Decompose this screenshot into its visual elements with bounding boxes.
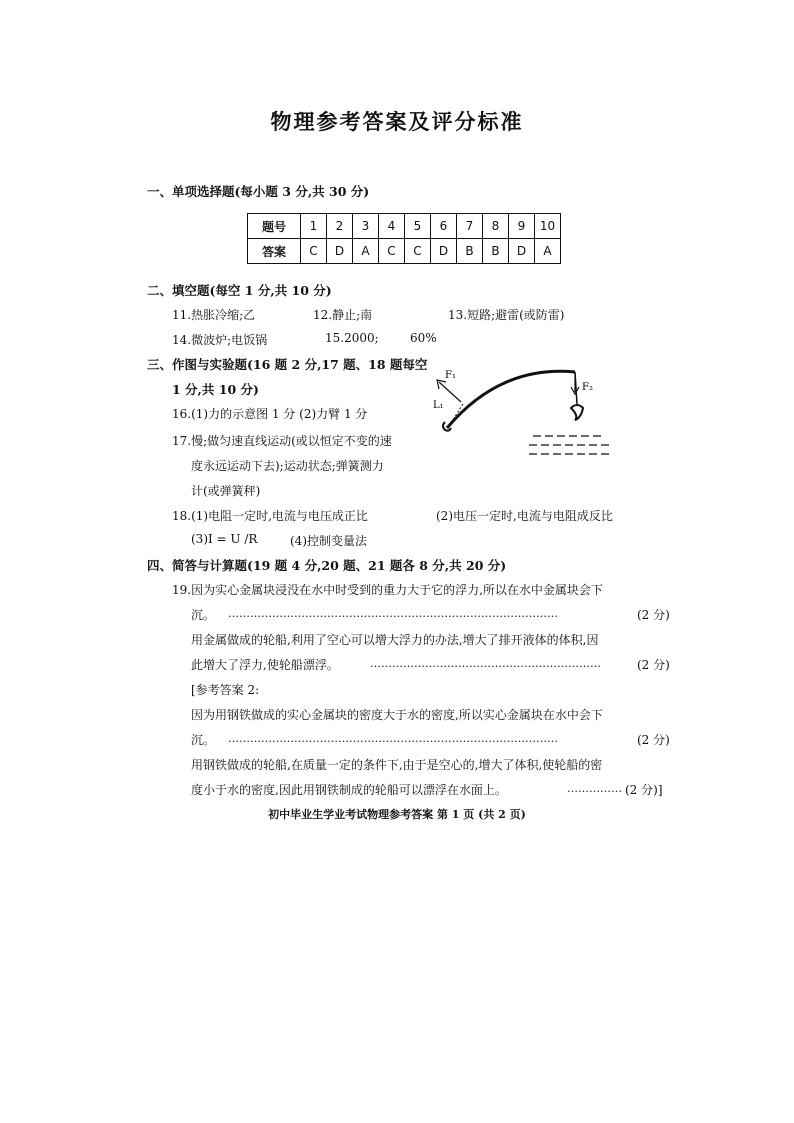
leader-dots: ……………………………………………………………………………… <box>228 607 558 620</box>
table-cell: D <box>509 239 535 264</box>
answer-q14: 14.微波炉;电饭锅 <box>172 333 268 347</box>
table-cell: D <box>431 239 457 264</box>
score: (2 分) <box>637 608 670 622</box>
answer-q17-line2: 度永远运动下去);运动状态;弹簧测力 <box>191 459 384 473</box>
table-cell: A <box>535 239 561 264</box>
table-cell: 1 <box>301 214 327 239</box>
leader-dots: …………… <box>567 782 622 795</box>
section2-heading: 二、填空题(每空 1 分,共 10 分) <box>147 283 332 298</box>
reference-answer-2-line4: 度小于水的密度,因此用钢铁制成的轮船可以漂浮在水面上。 <box>191 783 507 797</box>
table-cell: B <box>457 239 483 264</box>
answer-q12: 12.静止;南 <box>313 308 373 322</box>
table-cell: 8 <box>483 214 509 239</box>
fish-icon <box>571 405 583 420</box>
answer-q15: 15.2000; <box>325 331 379 345</box>
reference-answer-2-line2: 沉。 <box>191 733 216 747</box>
answer-q11: 11.热胀冷缩;乙 <box>172 308 256 322</box>
answer-q19-line2: 沉。 <box>191 608 216 622</box>
section4-heading: 四、简答与计算题(19 题 4 分,20 题、21 题各 8 分,共 20 分) <box>147 558 507 573</box>
answer-q16: 16.(1)力的示意图 1 分 (2)力臂 1 分 <box>172 407 368 421</box>
answer-table <box>247 213 561 264</box>
leader-dots: ……………………………………………………… <box>370 657 601 670</box>
answer-q17-line3: 计(或弹簧秤) <box>191 484 261 498</box>
answer-q19-line3: 用金属做成的轮船,利用了空心可以增大浮力的办法,增大了排开液体的体积,因 <box>191 633 599 647</box>
score: (2 分) <box>637 658 670 672</box>
table-row <box>248 239 561 264</box>
leader-dots: ……………………………………………………………………………… <box>228 732 558 745</box>
table-cell: C <box>301 239 327 264</box>
answer-q19-line4: 此增大了浮力,使轮船漂浮。 <box>191 658 339 672</box>
table-cell: 9 <box>509 214 535 239</box>
answer-q17-line1: 17.慢;做匀速直线运动(或以恒定不变的速 <box>172 434 392 448</box>
f2-label: F₂ <box>582 382 593 393</box>
table-cell: 4 <box>379 214 405 239</box>
f1-label: F₁ <box>445 370 456 381</box>
reference-answer-2-line1: 因为用钢铁做成的实心金属块的密度大于水的密度,所以实心金属块在水中会下 <box>191 708 603 722</box>
answer-q13: 13.短路;避雷(或防雷) <box>448 308 565 322</box>
table-cell: C <box>379 239 405 264</box>
score: (2 分)] <box>625 783 663 797</box>
table-row <box>248 214 561 239</box>
table-cell: C <box>405 239 431 264</box>
table-cell: B <box>483 239 509 264</box>
table-cell: 7 <box>457 214 483 239</box>
page-footer: 初中毕业生学业考试物理参考答案 第 1 页 (共 2 页) <box>268 808 526 821</box>
table-cell: 10 <box>535 214 561 239</box>
section1-heading: 一、单项选择题(每小题 3 分,共 30 分) <box>147 184 370 199</box>
f1-arrow <box>439 382 461 402</box>
table-cell: 3 <box>353 214 379 239</box>
l1-label: L₁ <box>433 400 444 411</box>
score: (2 分) <box>637 733 670 747</box>
answer-q18-part2: (2)电压一定时,电流与电阻成反比 <box>436 509 613 523</box>
reference-answer-2-label: [参考答案 2: <box>191 683 260 697</box>
answer-q18-part1: 18.(1)电阻一定时,电流与电压成正比 <box>172 509 368 523</box>
reference-answer-2-line3: 用钢铁做成的轮船,在质量一定的条件下,由于是空心的,增大了体积,使轮船的密 <box>191 758 603 772</box>
table-cell: 5 <box>405 214 431 239</box>
table-cell: A <box>353 239 379 264</box>
lever-diagram <box>425 360 625 470</box>
answer-q15-efficiency: 60% <box>410 331 437 345</box>
answer-q19-line1: 19.因为实心金属块浸没在水中时受到的重力大于它的浮力,所以在水中金属块会下 <box>172 583 603 597</box>
table-cell: D <box>327 239 353 264</box>
section3-heading: 三、作图与实验题(16 题 2 分,17 题、18 题每空 <box>147 357 428 372</box>
lever-rod <box>447 371 575 428</box>
table-cell: 6 <box>431 214 457 239</box>
answer-q18-part4: (4)控制变量法 <box>290 534 367 548</box>
table-row-label: 题号 <box>248 214 301 239</box>
table-row-label: 答案 <box>248 239 301 264</box>
answer-q18-part3: (3)I = U /R <box>191 532 258 546</box>
page-title: 物理参考答案及评分标准 <box>270 109 524 134</box>
table-cell: 2 <box>327 214 353 239</box>
section3-heading-cont: 1 分,共 10 分) <box>172 382 259 397</box>
